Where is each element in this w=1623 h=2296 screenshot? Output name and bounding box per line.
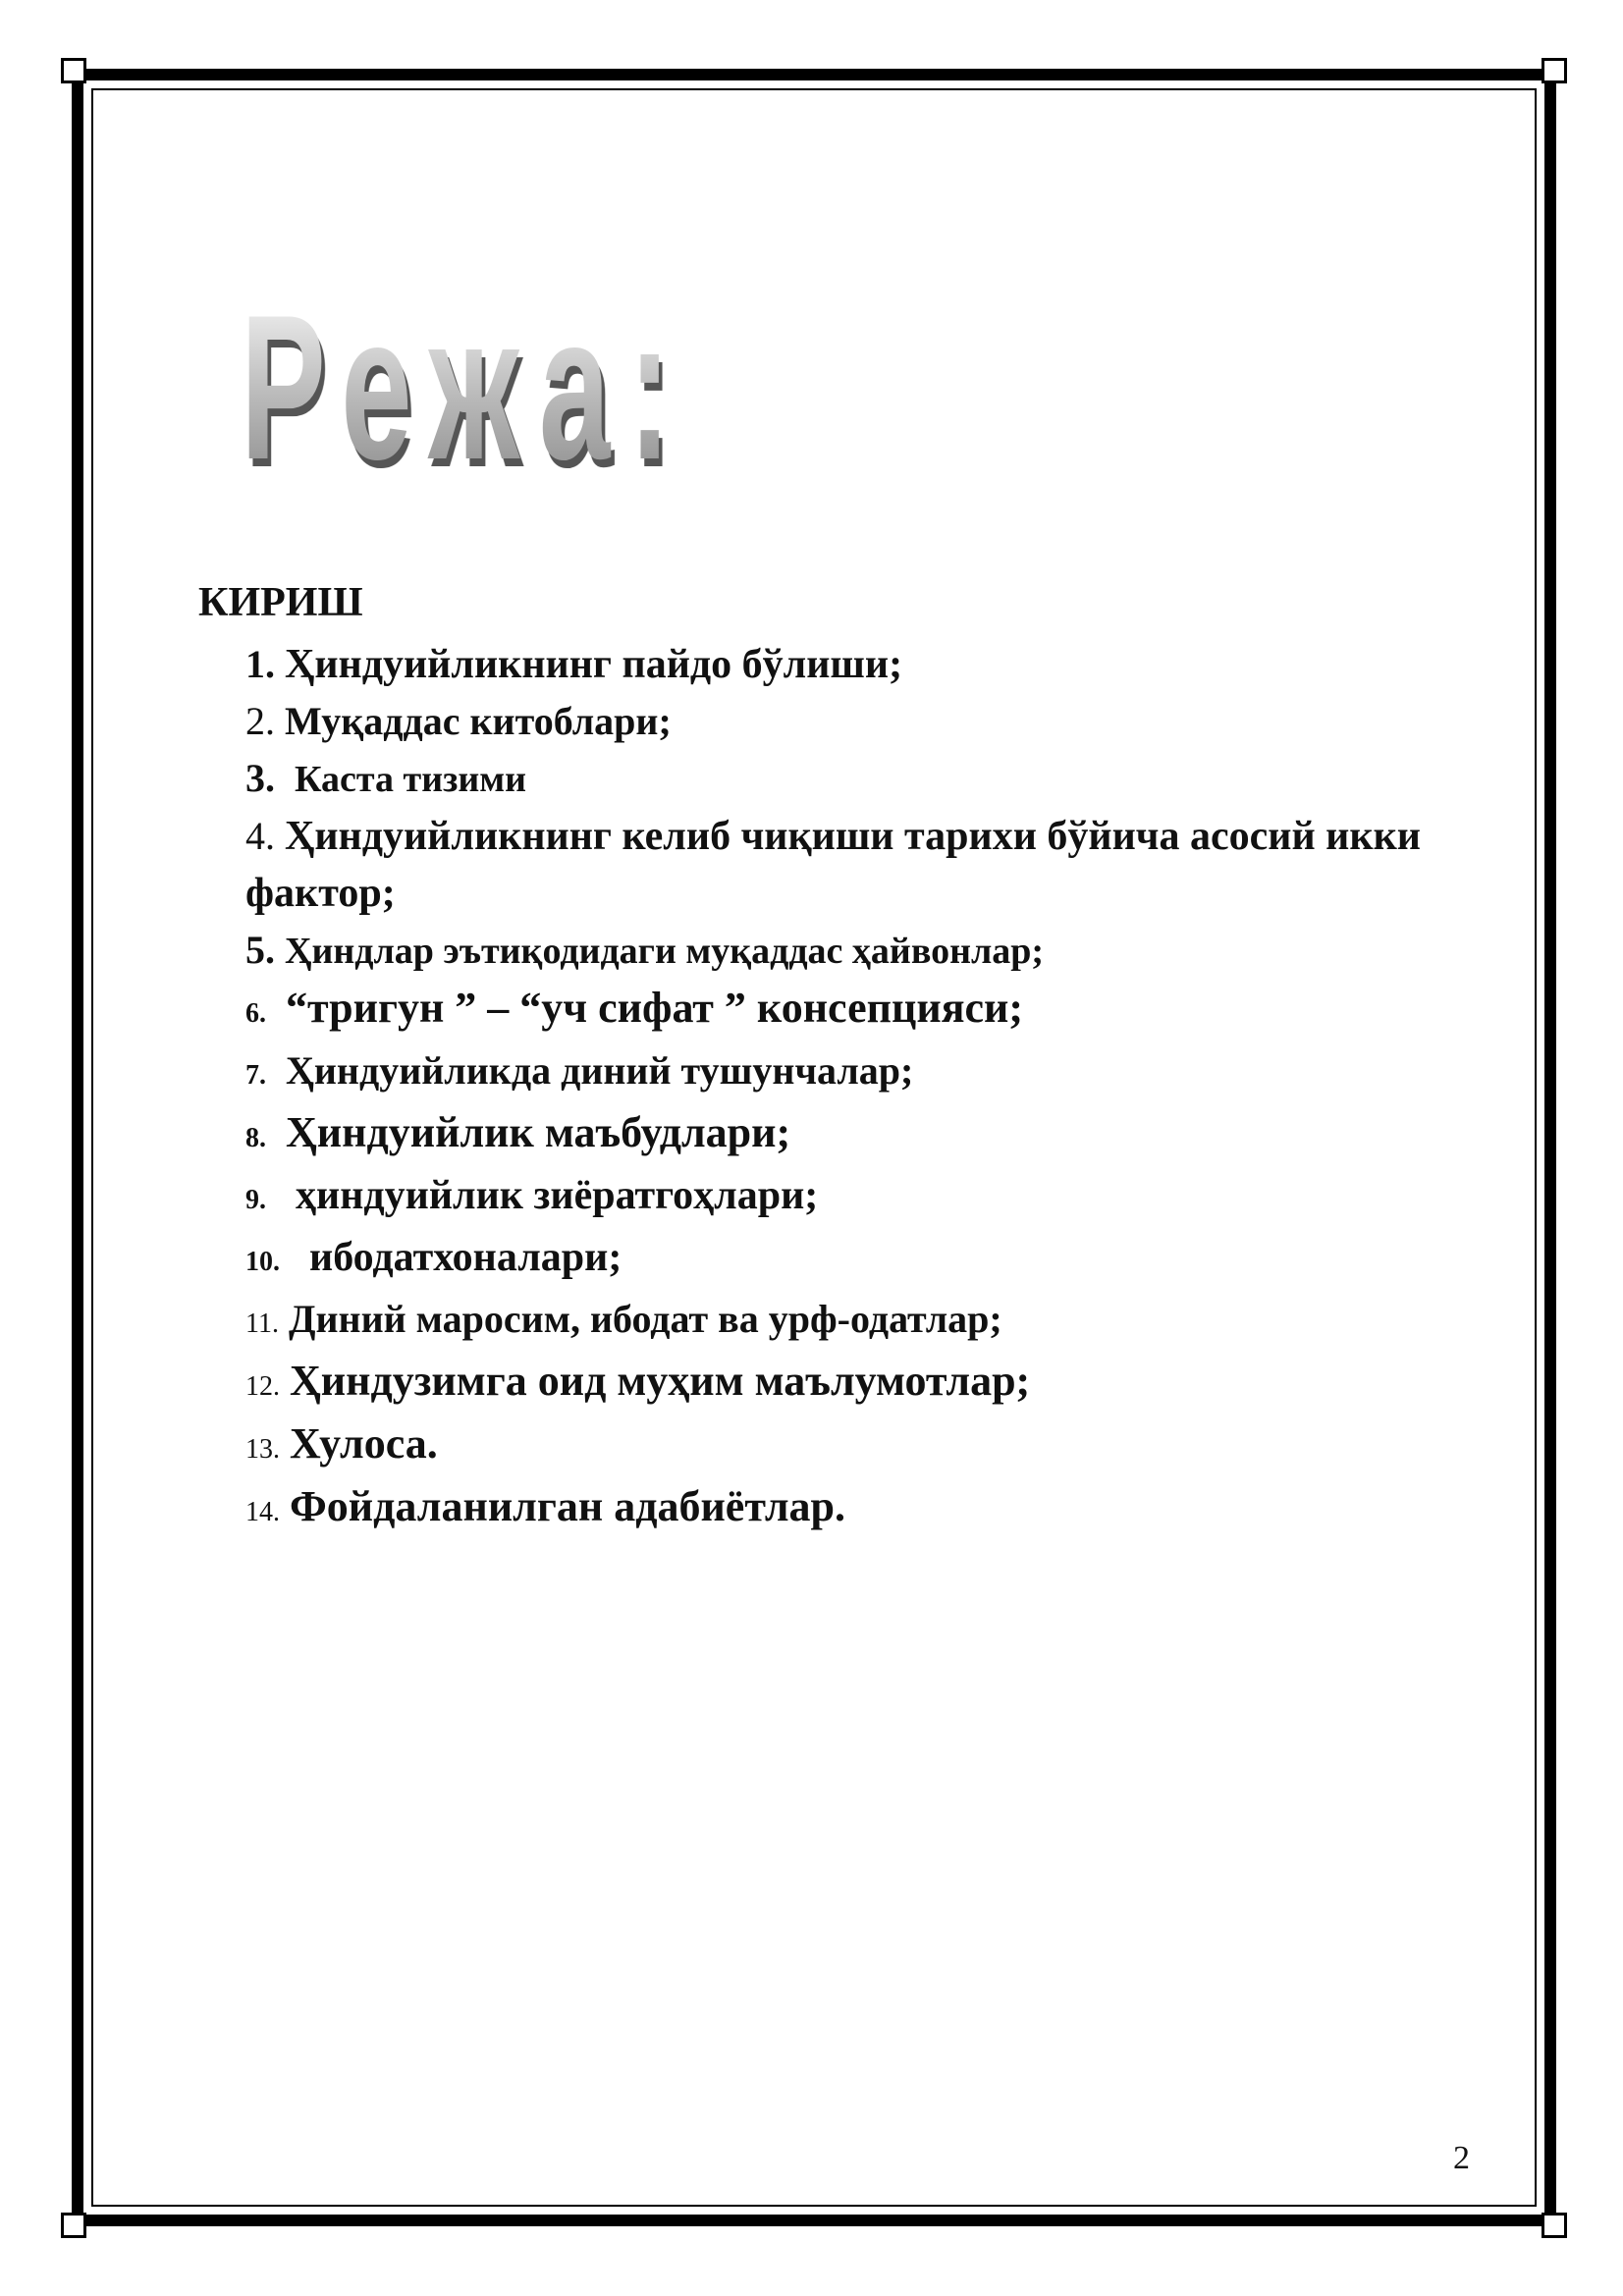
- item-number: 4.: [245, 814, 275, 858]
- page-number: 2: [1453, 2140, 1470, 2176]
- item-text: Ҳиндуийликда диний тушунчалар;: [286, 1048, 914, 1093]
- list-item: [245, 750, 1453, 808]
- item-text: ҳиндуийлик зиёратгоҳлари;: [296, 1173, 819, 1218]
- item-text: “тригун ” – “уч сифат ” консепцияси;: [286, 984, 1024, 1032]
- list-item: [245, 1042, 1453, 1104]
- item-number: 8.: [245, 1123, 266, 1153]
- item-text: Муқаддас китоблари;: [285, 699, 672, 743]
- item-text: Ҳиндузимга оид муҳим маълумотлар;: [290, 1357, 1031, 1405]
- list-item: [245, 1353, 1453, 1415]
- item-text: Каста тизими: [295, 759, 527, 800]
- list-item: [245, 980, 1453, 1042]
- list-item: [245, 1291, 1453, 1353]
- list-item: [245, 808, 1453, 922]
- item-number: 13.: [245, 1434, 280, 1465]
- item-number: 5.: [245, 928, 275, 972]
- item-number: 9.: [245, 1185, 266, 1215]
- intro-heading: КИРИШ: [198, 580, 363, 625]
- list-item: [245, 1478, 1453, 1541]
- item-number: 3.: [245, 756, 275, 800]
- item-number: 12.: [245, 1371, 280, 1402]
- item-number: 6.: [245, 998, 266, 1029]
- list-item: [245, 1415, 1453, 1478]
- item-number: 10.: [245, 1247, 280, 1277]
- list-item: [245, 1167, 1453, 1229]
- page-title: Режа:: [241, 272, 689, 503]
- item-text: Ҳиндуийлик маъбудлари;: [286, 1108, 791, 1156]
- list-item: [245, 693, 1453, 750]
- item-text: Ҳиндуийликнинг келиб чиқиши тарихи бўйича асосий икки фактор;: [245, 814, 1421, 916]
- item-text: Фойдаланилган адабиётлар.: [290, 1482, 846, 1530]
- list-item: [245, 1229, 1453, 1291]
- item-number: 2.: [245, 699, 275, 743]
- list-item: [245, 636, 1453, 693]
- border-corner-bottom-left: [61, 2213, 86, 2238]
- item-number: 14.: [245, 1497, 280, 1527]
- border-corner-top-left: [61, 58, 86, 83]
- item-number: 7.: [245, 1060, 266, 1091]
- item-number: 11.: [245, 1308, 279, 1339]
- list-item: [245, 922, 1453, 980]
- list-item: [245, 1104, 1453, 1167]
- item-number: 1.: [245, 642, 275, 686]
- item-text: Диний маросим, ибодат ва урф-одатлар;: [288, 1297, 1002, 1341]
- item-text: ибодатхоналари;: [309, 1235, 622, 1280]
- border-corner-top-right: [1542, 58, 1567, 83]
- item-text: Ҳиндуийликнинг пайдо бўлиши;: [285, 642, 903, 687]
- border-corner-bottom-right: [1542, 2213, 1567, 2238]
- item-text: Ҳиндлар эътиқодидаги муқаддас ҳайвонлар;: [285, 931, 1045, 972]
- table-of-contents: [245, 636, 1453, 1541]
- item-text: Хулоса.: [290, 1419, 438, 1468]
